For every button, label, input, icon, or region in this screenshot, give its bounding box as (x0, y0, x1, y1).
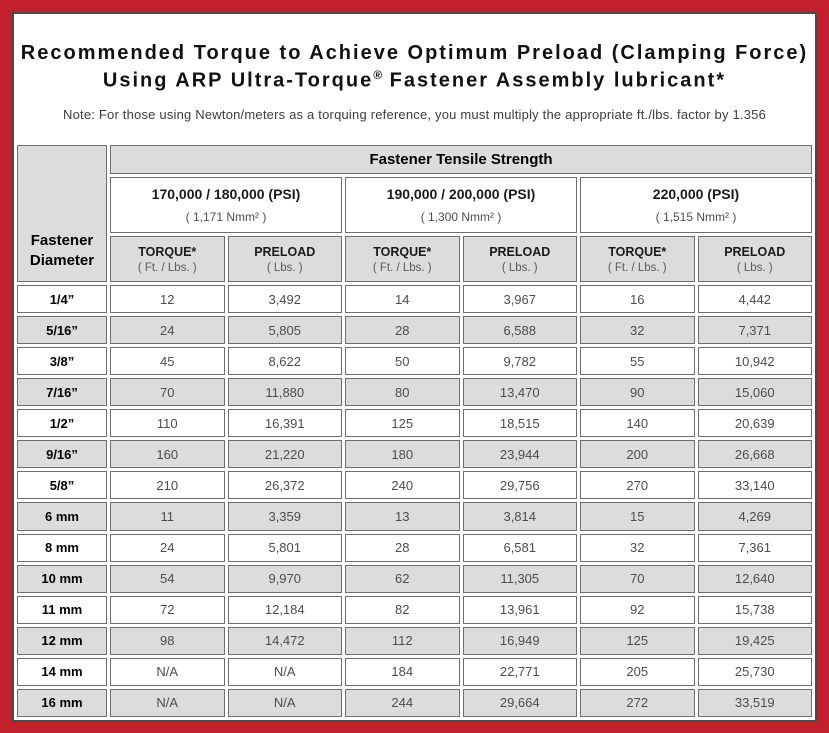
diameter-cell: 6 mm (17, 502, 107, 530)
value-cell: 24 (110, 316, 225, 344)
torque-label: TORQUE* (608, 244, 667, 259)
value-cell: 50 (345, 347, 460, 375)
value-cell: 23,944 (463, 440, 578, 468)
value-cell: 82 (345, 596, 460, 624)
value-cell: 14,472 (228, 627, 343, 655)
diameter-cell: 10 mm (17, 565, 107, 593)
value-cell: 11,880 (228, 378, 343, 406)
value-cell: 21,220 (228, 440, 343, 468)
registered-trademark-symbol: ® (373, 68, 383, 82)
table-row (17, 627, 812, 655)
strength-group-190-200 (345, 177, 577, 233)
title-area (14, 14, 815, 142)
nmm-label: ( 1,515 Nmm² ) (655, 210, 737, 224)
value-cell: 4,442 (698, 285, 813, 313)
value-cell: 5,805 (228, 316, 343, 344)
preload-label: PRELOAD (254, 244, 316, 259)
torque-preload-row (17, 236, 812, 282)
tensile-strength-row (17, 145, 812, 174)
value-cell: 125 (345, 409, 460, 437)
preload-units: ( Lbs. ) (266, 261, 303, 274)
value-cell: 8,622 (228, 347, 343, 375)
newton-meters-note: Note: For those using Newton/meters as a torquing reference, you must multiply the appropriate ft./lbs. factor by 1.356 (62, 106, 767, 122)
table-row (17, 409, 812, 437)
psi-label: 170,000 / 180,000 (PSI) (151, 186, 301, 202)
diameter-cell: 16 mm (17, 689, 107, 717)
value-cell: 16 (580, 285, 695, 313)
value-cell: 13 (345, 502, 460, 530)
value-cell: 11 (110, 502, 225, 530)
value-cell: 270 (580, 471, 695, 499)
diameter-cell: 5/16” (17, 316, 107, 344)
diameter-cell: 12 mm (17, 627, 107, 655)
value-cell: 240 (345, 471, 460, 499)
table-row (17, 378, 812, 406)
value-cell: 160 (110, 440, 225, 468)
value-cell: 25,730 (698, 658, 813, 686)
value-cell: 4,269 (698, 502, 813, 530)
value-cell: 272 (580, 689, 695, 717)
value-cell: 26,372 (228, 471, 343, 499)
value-cell: 12,184 (228, 596, 343, 624)
title-line2-pre: Using ARP Ultra-Torque (102, 69, 374, 92)
torque-label: TORQUE* (138, 244, 197, 259)
value-cell: 18,515 (463, 409, 578, 437)
diameter-cell: 7/16” (17, 378, 107, 406)
table-header (17, 145, 812, 282)
preload-units: ( Lbs. ) (736, 261, 773, 274)
table-row (17, 502, 812, 530)
diameter-cell: 8 mm (17, 534, 107, 562)
value-cell: 3,359 (228, 502, 343, 530)
value-cell: 13,961 (463, 596, 578, 624)
fastener-diameter-header-line1: Fastener (30, 231, 94, 249)
table-row (17, 285, 812, 313)
diameter-cell: 11 mm (17, 596, 107, 624)
value-cell: 9,970 (228, 565, 343, 593)
value-cell: 28 (345, 316, 460, 344)
value-cell: 55 (580, 347, 695, 375)
value-cell: 6,588 (463, 316, 578, 344)
value-cell: 29,664 (463, 689, 578, 717)
value-cell: 33,140 (698, 471, 813, 499)
value-cell: 5,801 (228, 534, 343, 562)
table-row (17, 596, 812, 624)
table-row (17, 347, 812, 375)
value-cell: 22,771 (463, 658, 578, 686)
table-row (17, 471, 812, 499)
table-body (17, 285, 812, 717)
fastener-diameter-header (17, 145, 107, 282)
value-cell: 80 (345, 378, 460, 406)
torque-units: ( Ft. / Lbs. ) (137, 261, 197, 274)
diameter-cell: 5/8” (17, 471, 107, 499)
value-cell: 70 (110, 378, 225, 406)
value-cell: 210 (110, 471, 225, 499)
table-row (17, 565, 812, 593)
value-cell: 184 (345, 658, 460, 686)
value-cell: 16,391 (228, 409, 343, 437)
value-cell: 14 (345, 285, 460, 313)
value-cell: 12 (110, 285, 225, 313)
value-cell: 3,492 (228, 285, 343, 313)
value-cell: 24 (110, 534, 225, 562)
value-cell: 90 (580, 378, 695, 406)
value-cell: 205 (580, 658, 695, 686)
value-cell: 3,814 (463, 502, 578, 530)
psi-label: 220,000 (PSI) (652, 186, 740, 202)
value-cell: 20,639 (698, 409, 813, 437)
value-cell: N/A (110, 658, 225, 686)
value-cell: 110 (110, 409, 225, 437)
title-line2-post: Fastener Assembly lubricant* (382, 69, 727, 92)
value-cell: 180 (345, 440, 460, 468)
preload-label: PRELOAD (724, 244, 786, 259)
torque-column-header-1 (110, 236, 225, 282)
torque-table (14, 142, 815, 720)
value-cell: N/A (228, 689, 343, 717)
value-cell: 140 (580, 409, 695, 437)
value-cell: 32 (580, 534, 695, 562)
value-cell: N/A (228, 658, 343, 686)
value-cell: 45 (110, 347, 225, 375)
diameter-cell: 3/8” (17, 347, 107, 375)
value-cell: N/A (110, 689, 225, 717)
preload-column-header-2 (463, 236, 578, 282)
value-cell: 13,470 (463, 378, 578, 406)
diameter-cell: 9/16” (17, 440, 107, 468)
preload-column-header-1 (228, 236, 343, 282)
preload-column-header-3 (698, 236, 813, 282)
table-row (17, 316, 812, 344)
value-cell: 16,949 (463, 627, 578, 655)
value-cell: 125 (580, 627, 695, 655)
value-cell: 3,967 (463, 285, 578, 313)
value-cell: 54 (110, 565, 225, 593)
fastener-diameter-header-line2: Diameter (29, 251, 95, 269)
value-cell: 15,060 (698, 378, 813, 406)
value-cell: 98 (110, 627, 225, 655)
value-cell: 72 (110, 596, 225, 624)
value-cell: 6,581 (463, 534, 578, 562)
preload-units: ( Lbs. ) (501, 261, 538, 274)
value-cell: 70 (580, 565, 695, 593)
strength-group-220 (580, 177, 812, 233)
value-cell: 7,361 (698, 534, 813, 562)
preload-label: PRELOAD (489, 244, 551, 259)
psi-label: 190,000 / 200,000 (PSI) (386, 186, 536, 202)
value-cell: 12,640 (698, 565, 813, 593)
table-row (17, 658, 812, 686)
diameter-cell: 1/4” (17, 285, 107, 313)
torque-units: ( Ft. / Lbs. ) (607, 261, 667, 274)
value-cell: 15 (580, 502, 695, 530)
value-cell: 33,519 (698, 689, 813, 717)
value-cell: 112 (345, 627, 460, 655)
torque-label: TORQUE* (373, 244, 432, 259)
value-cell: 29,756 (463, 471, 578, 499)
value-cell: 200 (580, 440, 695, 468)
value-cell: 11,305 (463, 565, 578, 593)
value-cell: 15,738 (698, 596, 813, 624)
table-row (17, 534, 812, 562)
torque-column-header-2 (345, 236, 460, 282)
tensile-strength-header: Fastener Tensile Strength (110, 145, 812, 174)
value-cell: 28 (345, 534, 460, 562)
page-title-line2 (14, 67, 815, 95)
torque-table-wrap (14, 142, 815, 720)
value-cell: 244 (345, 689, 460, 717)
content-box (12, 12, 817, 722)
value-cell: 92 (580, 596, 695, 624)
torque-column-header-3 (580, 236, 695, 282)
diameter-cell: 1/2” (17, 409, 107, 437)
value-cell: 9,782 (463, 347, 578, 375)
value-cell: 7,371 (698, 316, 813, 344)
torque-units: ( Ft. / Lbs. ) (372, 261, 432, 274)
nmm-label: ( 1,300 Nmm² ) (420, 210, 502, 224)
page-title-line1: Recommended Torque to Achieve Optimum Preload (Clamping Force) (20, 42, 809, 64)
psi-group-row (17, 177, 812, 233)
value-cell: 19,425 (698, 627, 813, 655)
value-cell: 26,668 (698, 440, 813, 468)
table-row (17, 689, 812, 717)
nmm-label: ( 1,171 Nmm² ) (185, 210, 267, 224)
table-row (17, 440, 812, 468)
diameter-cell: 14 mm (17, 658, 107, 686)
value-cell: 62 (345, 565, 460, 593)
strength-group-170-180 (110, 177, 342, 233)
value-cell: 10,942 (698, 347, 813, 375)
value-cell: 32 (580, 316, 695, 344)
